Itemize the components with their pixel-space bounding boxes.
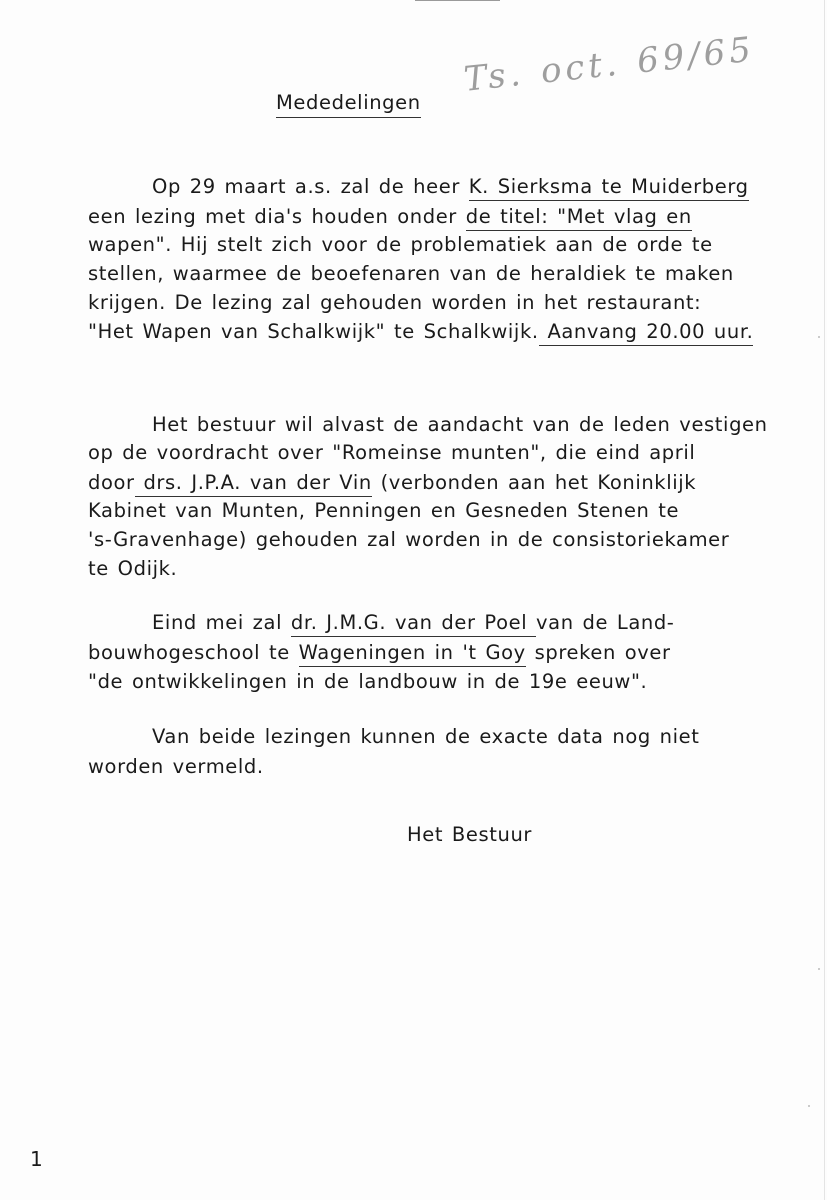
text-line: Op 29 maart a.s. zal de heer K. Sierksma te Muiderberg [152, 175, 749, 198]
scan-artifact-line [415, 0, 500, 1]
text-line: "Het Wapen van Schalkwijk" te Schalkwijk. Aanvang 20.00 uur. [88, 320, 753, 343]
location-underlined: Wageningen in 't Goy [299, 641, 526, 667]
scan-speck [818, 336, 820, 338]
handwritten-annotation: Ts. oct. 69/65 [462, 29, 757, 100]
scan-speck [818, 968, 820, 970]
text-line: wapen". Hij stelt zich voor de problematiek aan de orde te [88, 233, 713, 256]
text-line: Eind mei zal dr. J.M.G. van der Poel van de Land- [152, 611, 674, 634]
text-line: bouwhogeschool te Wageningen in 't Goy spreken over [88, 641, 671, 664]
text-line: Kabinet van Munten, Penningen en Gesneden Stenen te [88, 499, 680, 522]
start-time-underlined: Aanvang 20.00 uur. [539, 320, 754, 346]
text-line: Het bestuur wil alvast de aandacht van de leden vestigen [152, 413, 768, 436]
text-line: 's-Gravenhage) gehouden zal worden in de consistoriekamer [88, 528, 730, 551]
speaker-name-underlined: K. Sierksma te Muiderberg [469, 175, 749, 201]
scan-speck [808, 1105, 810, 1107]
text-line: "de ontwikkelingen in de landbouw in de 19e eeuw". [88, 670, 648, 693]
text-line: door drs. J.P.A. van der Vin (verbonden aan het Koninklijk [88, 471, 696, 494]
signature: Het Bestuur [407, 823, 533, 846]
text-line: te Odijk. [88, 557, 178, 580]
scan-edge [824, 0, 825, 1200]
text-line: op de voordracht over "Romeinse munten", die eind april [88, 441, 696, 464]
text-line: krijgen. De lezing zal gehouden worden in het restaurant: [88, 291, 702, 314]
page-title: Mededelingen [276, 91, 421, 118]
text-line: een lezing met dia's houden onder de titel: "Met vlag en [88, 205, 692, 228]
text-line: stellen, waarmee de beoefenaren van de heraldiek te maken [88, 262, 734, 285]
speaker-name-underlined: dr. J.M.G. van der Poel [291, 611, 536, 637]
page-number: 1 [30, 1147, 44, 1171]
text-line: worden vermeld. [88, 755, 264, 778]
speaker-name-underlined: drs. J.P.A. van der Vin [135, 471, 372, 497]
lecture-title-underlined: de titel: "Met vlag en [466, 205, 692, 231]
text-line: Van beide lezingen kunnen de exacte data nog niet [152, 725, 700, 748]
